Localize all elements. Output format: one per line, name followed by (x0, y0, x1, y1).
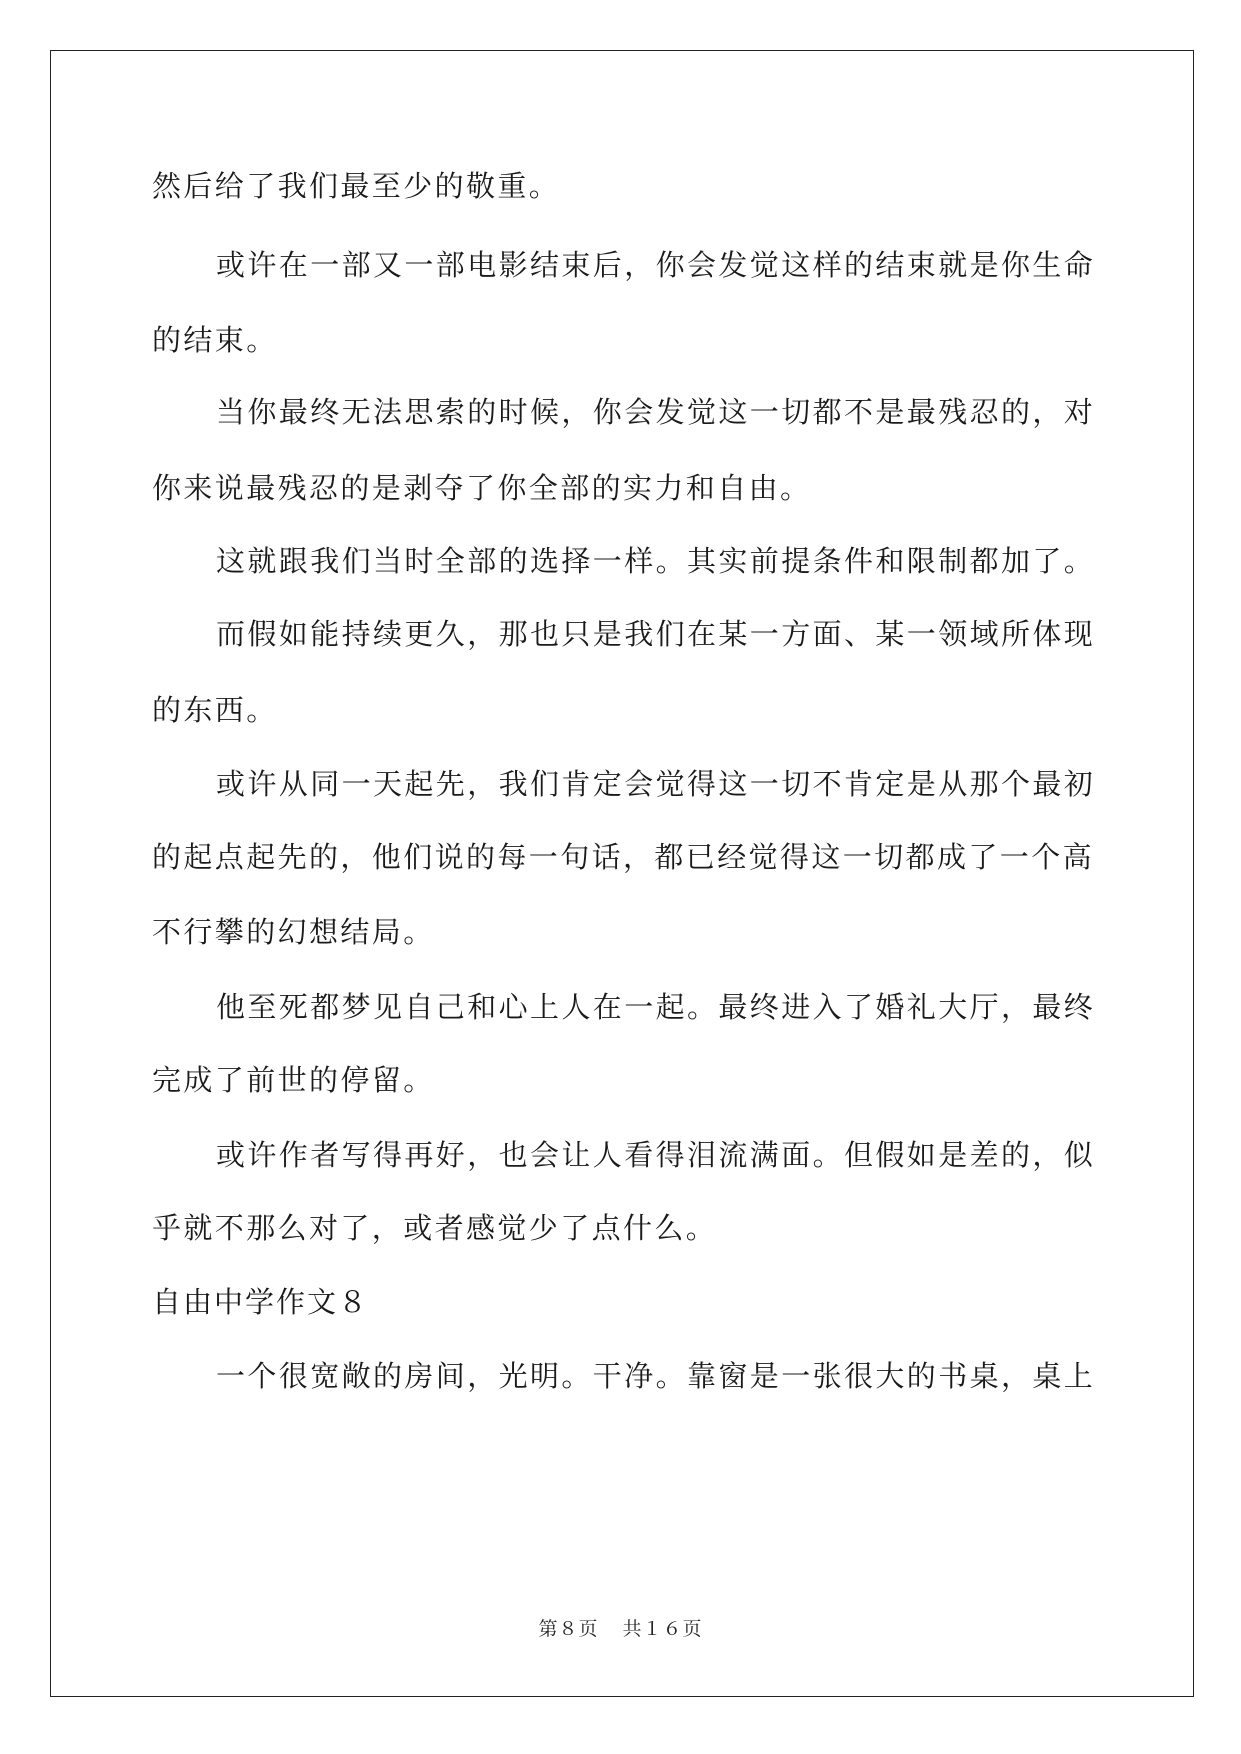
paragraph-line: 不行攀的幻想结局。 (152, 915, 435, 949)
paragraph-line: 乎就不那么对了，或者感觉少了点什么。 (152, 1211, 718, 1245)
page-footer (0, 1614, 1241, 1641)
page-number-total: 共１６页 (622, 1618, 703, 1640)
paragraph-line: 然后给了我们最至少的敬重。 (152, 169, 561, 203)
paragraph-line: 或许从同一天起先，我们肯定会觉得这一切不肯定是从那个最初 (216, 767, 1096, 801)
paragraph-line: 的起点起先的，他们说的每一句话，都已经觉得这一切都成了一个高 (152, 840, 1095, 874)
paragraph-line: 当你最终无法思索的时候，你会发觉这一切都不是最残忍的，对 (216, 395, 1096, 429)
paragraph-line: 或许作者写得再好，也会让人看得泪流满面。但假如是差的，似 (216, 1138, 1096, 1172)
paragraph-line: 他至死都梦见自己和心上人在一起。最终进入了婚礼大厅，最终 (216, 990, 1096, 1024)
paragraph-line: 你来说最残忍的是剥夺了你全部的实力和自由。 (152, 471, 812, 505)
paragraph-line: 这就跟我们当时全部的选择一样。其实前提条件和限制都加了。 (216, 544, 1096, 578)
paragraph-line: 或许在一部又一部电影结束后，你会发觉这样的结束就是你生命 (216, 248, 1096, 282)
paragraph-line: 完成了前世的停留。 (152, 1063, 435, 1097)
paragraph-line: 一个很宽敞的房间，光明。干净。靠窗是一张很大的书桌，桌上 (216, 1359, 1096, 1393)
paragraph-line: 的东西。 (152, 693, 278, 727)
page-number-current: 第８页 (538, 1618, 599, 1640)
section-heading: 自由中学作文８ (152, 1285, 370, 1319)
paragraph-line: 的结束。 (152, 323, 278, 357)
paragraph-line: 而假如能持续更久，那也只是我们在某一方面、某一领域所体现 (216, 617, 1096, 651)
